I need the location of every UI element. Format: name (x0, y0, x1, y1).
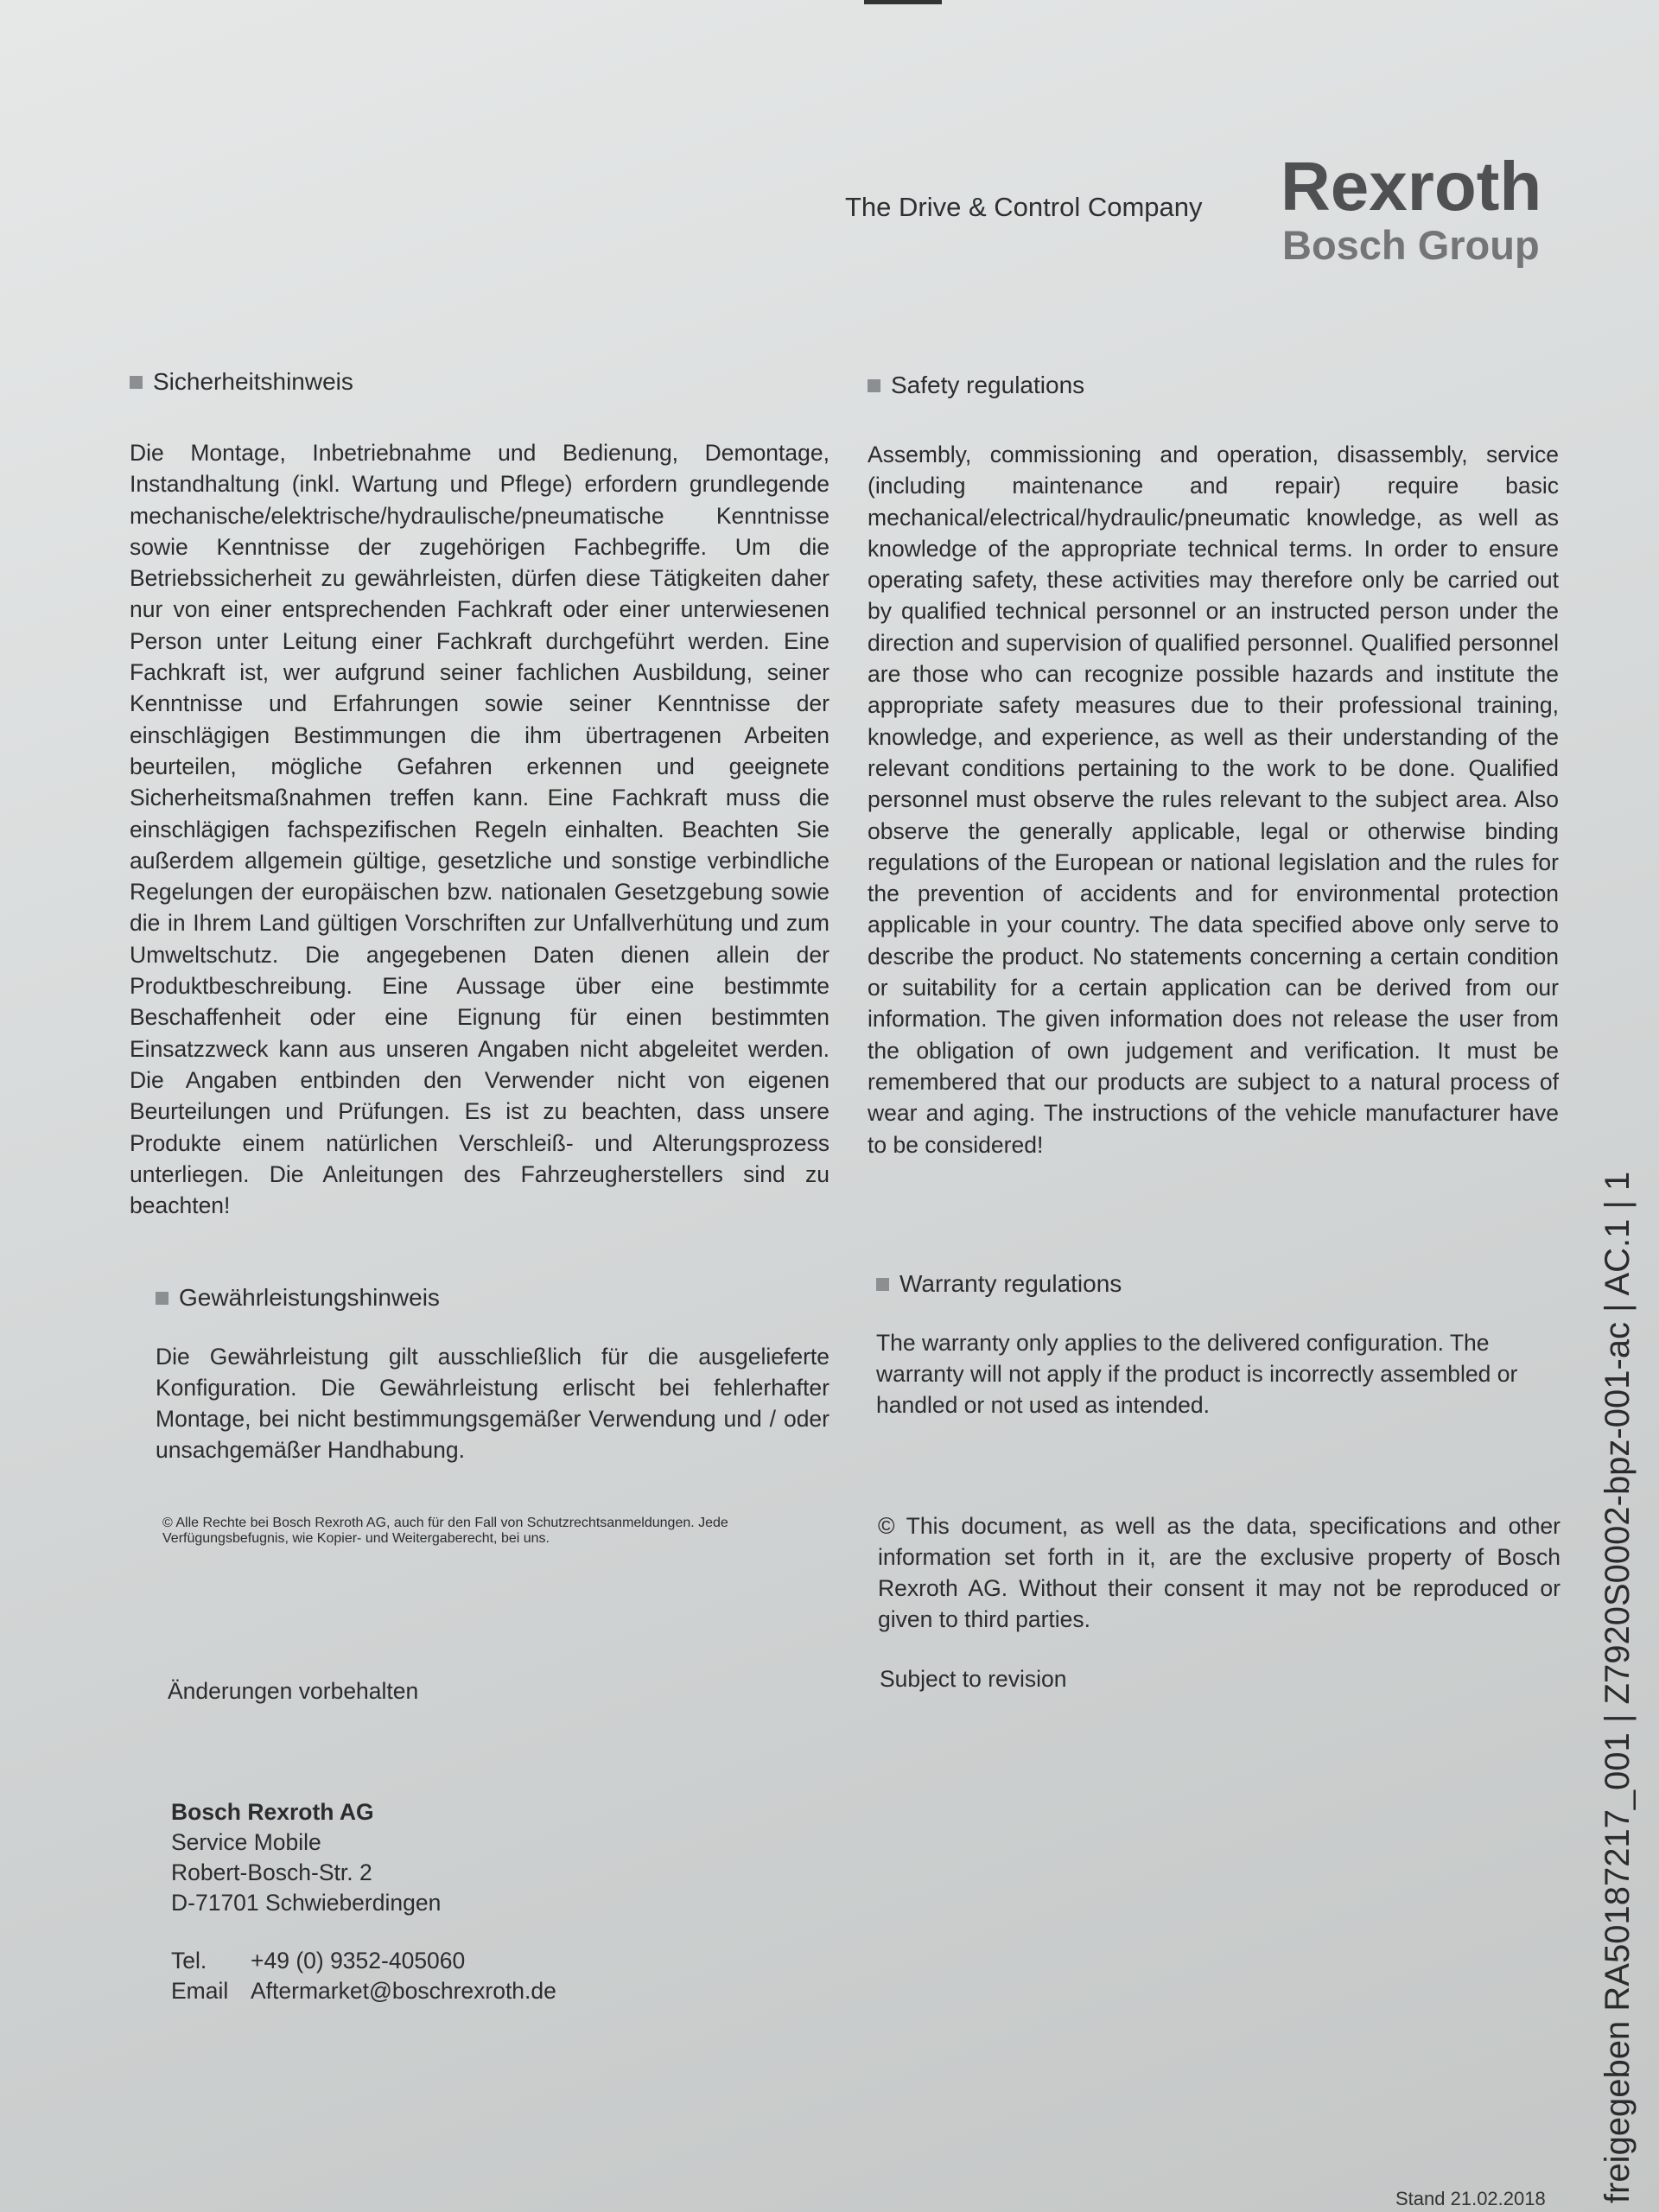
contact-street: Robert-Bosch-Str. 2 (171, 1859, 372, 1885)
german-warranty-heading-text: Gewährleistungshinweis (179, 1284, 440, 1311)
contact-department: Service Mobile (171, 1829, 321, 1855)
german-warranty-section (130, 1284, 830, 1465)
english-safety-text: Assembly, commissioning and operation, disassembly, service (including maintenance and repair) require basic mechanical/electrical/hydraulic/pneumatic knowledge, as well as knowledge of the appropriate technical terms. In order to ensure operating safety, these activities may therefore only be carried out by qualified technical personnel or an instructed person under the direction and supervision of qualified personnel. Qualified personnel are those who can recognize possible hazards and institute the appropriate safety measures due to their professional training, knowledge, and experience, as well as their understanding of the relevant conditions pertaining to the work to be done. Qualified personnel must observe the rules relevant to the subject area. Also observe the generally applicable, legal or otherwise binding regulations of the European or national legislation and the rules for the prevention of accidents and for environmental protection applicable in your country. The data specified above only serve to describe the product. No statements concerning a certain condition or suitability for a certain application can be derived from our information. The given information does not release the user from the obligation of own judgement and verification. It must be remembered that our products are subject to a natural process of wear and aging. The instructions of the vehicle manufacturer have to be considered! (868, 442, 1559, 1158)
tel-value: +49 (0) 9352-405060 (251, 1948, 466, 1974)
english-safety-heading-text: Safety regulations (891, 372, 1085, 398)
contact-block (130, 1797, 871, 2006)
contact-tel-row (171, 1946, 871, 1976)
german-revision-text: Änderungen vorbehalten (168, 1678, 419, 1704)
english-warranty-heading (876, 1270, 1567, 1298)
english-warranty-section (876, 1270, 1567, 1421)
english-warranty-text: The warranty only applies to the delivered configuration. The warranty will not apply if the product is incorrectly assembled or handled or not used as intended. (876, 1330, 1518, 1418)
contact-company: Bosch Rexroth AG (171, 1799, 374, 1825)
english-safety-heading (868, 372, 1559, 399)
logo-rexroth: Rexroth (1281, 148, 1542, 225)
email-label: Email (171, 1978, 229, 2004)
logo-bosch-group: Bosch Group (1282, 222, 1540, 268)
english-safety-section (868, 372, 1559, 1160)
english-warranty-heading-text: Warranty regulations (899, 1270, 1122, 1297)
tel-label: Tel. (171, 1948, 207, 1974)
german-warranty-text: Die Gewährleistung gilt ausschließlich für die ausgelieferte Konfiguration. Die Gewährleistung erlischt bei fehlerhafter Montage, bei nicht bestimmungsgemäßer Verwendung und / oder unsachgemäßer Handhabung. (156, 1344, 830, 1463)
stand-date: Stand 21.02.2018 (1395, 2188, 1546, 2209)
german-safety-section (130, 368, 830, 1221)
german-safety-text: Die Montage, Inbetriebnahme und Bedienung, Demontage, Instandhaltung (inkl. Wartung und Pflege) erfordern grundlegende mechanische/elektrische/hydraulische/pneumatische Kenntnisse sowie Kenntnisse der zugehörigen Fachbegriffe. Um die Betriebssicherheit zu gewährleisten, dürfen diese Tätigkeiten daher nur von einer entsprechenden Fachkraft oder einer unterwiesenen Person unter Leitung einer Fachkraft durchgeführt werden. Eine Fachkraft ist, wer aufgrund seiner fachlichen Ausbildung, seiner Kenntnisse und Erfahrungen sowie seiner Kenntnisse der einschlägigen Bestimmungen die ihm übertragenen Arbeiten beurteilen, mögliche Gefahren erkennen und geeignete Sicherheitsmaßnahmen treffen kann. Eine Fachkraft muss die einschlägigen fachspezifischen Regeln einhalten. Beachten Sie außerdem allgemein gültige, gesetzliche und sonstige verbindliche Regelungen der europäischen bzw. nationalen Gesetzgebung sowie die in Ihrem Land gültigen Vorschriften zur Unfallverhütung und zum Umweltschutz. Die angegebenen Daten dienen allein der Produktbeschreibung. Eine Aussage über eine bestimmte Beschaffenheit oder eine Eignung für einen bestimmten Einsatzzweck kann aus unseren Angaben nicht abgeleitet werden. Die Angaben entbinden den Verwender nicht von eigenen Beurteilungen und Prüfungen. Es ist zu beachten, dass unsere Produkte einem natürlichen Verschleiß- und Alterungsprozess unterliegen. Die Anleitungen des Fahrzeugherstellers sind zu beachten! (130, 440, 830, 1219)
square-bullet-icon (156, 1292, 168, 1305)
top-edge-mark (864, 0, 942, 4)
company-tagline: The Drive & Control Company (845, 192, 1203, 222)
english-copyright-text: © This document, as well as the data, specifications and other information set forth in it, are the exclusive property of Bosch Rexroth AG. Without their consent it may not be reproduced or given to third parties. (878, 1513, 1560, 1632)
german-warranty-heading (130, 1284, 830, 1312)
release-side-label: freigegeben RA50187217_001 | Z7920S0002-bpz-001-ac | AC.1 | 1 (1599, 1171, 1637, 2203)
german-copyright-text: © Alle Rechte bei Bosch Rexroth AG, auch für den Fall von Schutzrechtsanmeldungen. Jede Verfügungsbefugnis, wie Kopier- und Weitergaberecht, bei uns. (162, 1516, 728, 1546)
contact-email-row (171, 1976, 871, 2006)
square-bullet-icon (876, 1278, 889, 1291)
square-bullet-icon (868, 379, 880, 392)
email-value: Aftermarket@boschrexroth.de (251, 1978, 556, 2004)
square-bullet-icon (130, 376, 143, 389)
german-safety-heading-text: Sicherheitshinweis (153, 368, 353, 395)
german-safety-heading (130, 368, 830, 396)
english-revision-text: Subject to revision (880, 1666, 1067, 1692)
contact-city: D-71701 Schwieberdingen (171, 1890, 442, 1916)
